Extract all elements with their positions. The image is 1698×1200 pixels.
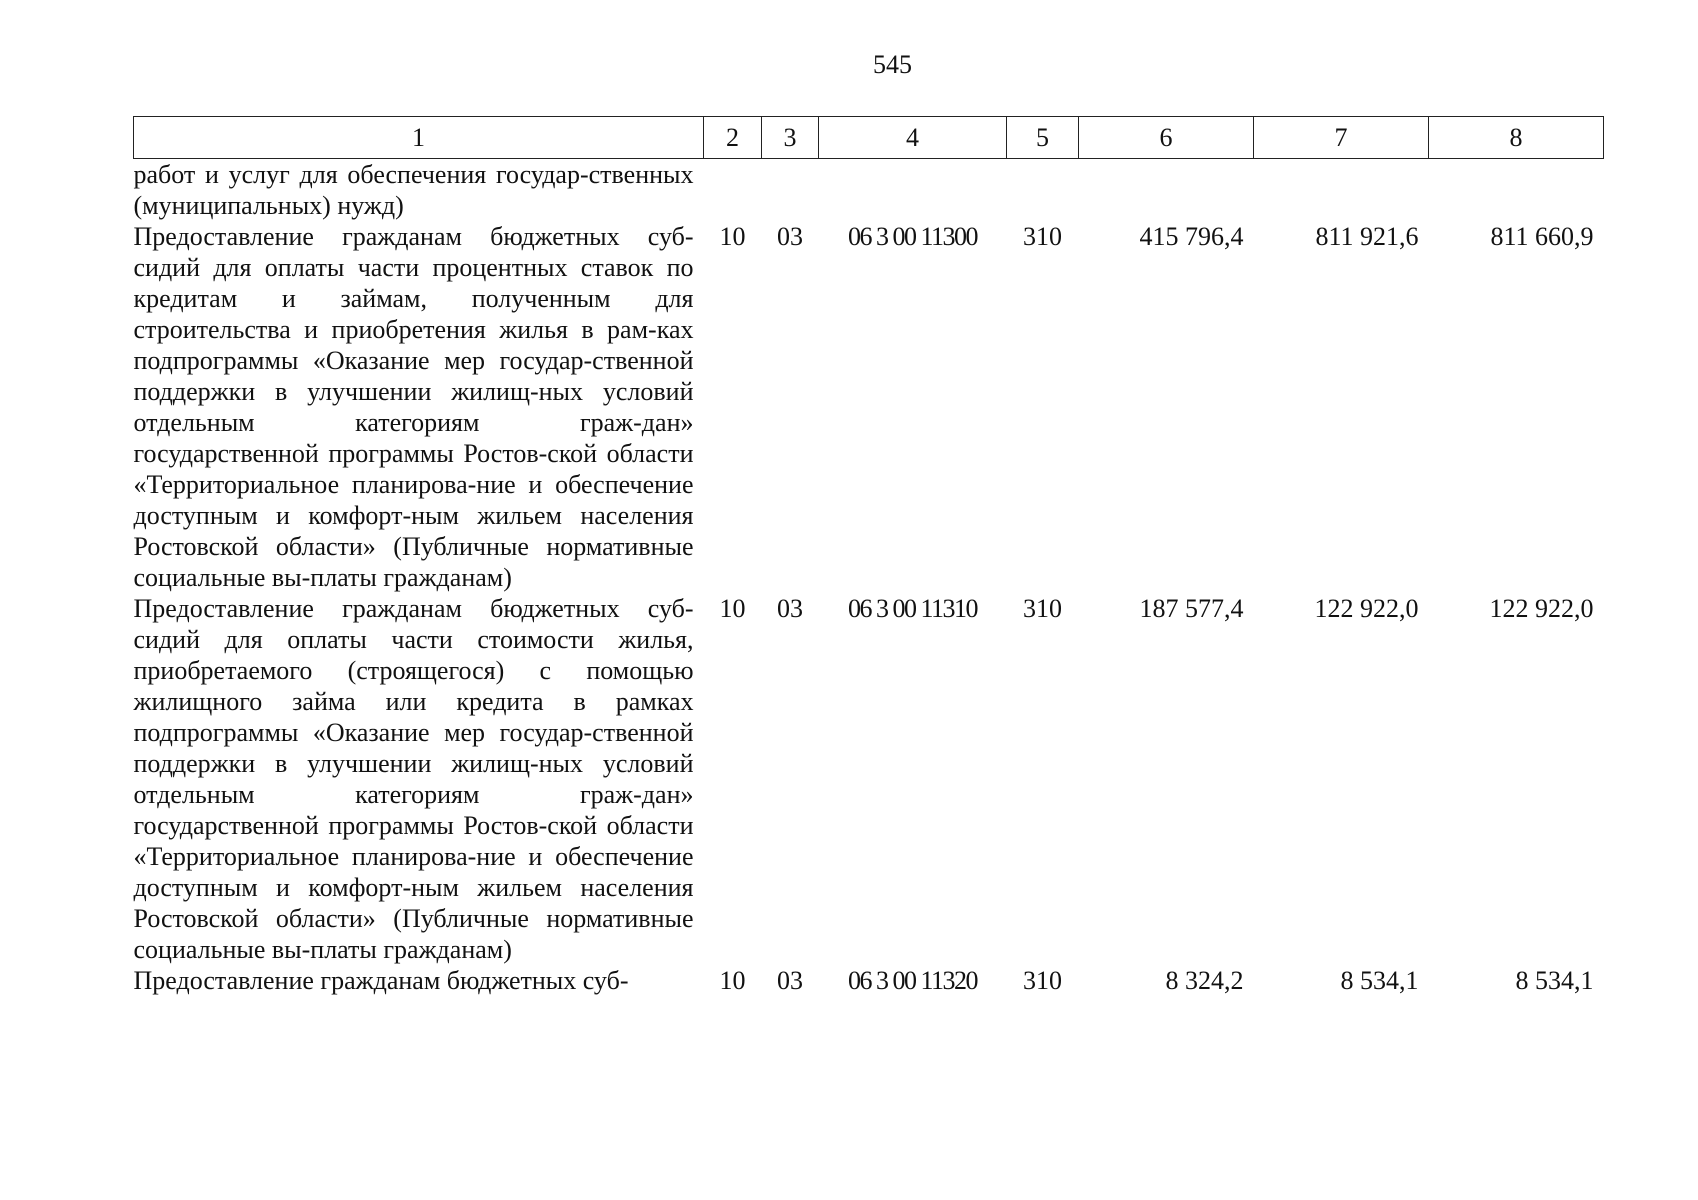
row-amount-2: 811 921,6 [1315,222,1419,251]
row-podrazdel: 03 [777,222,803,251]
row-description: Предоставление гражданам бюджетных суб-сидий для оплаты части стоимости жилья, приобретаемого (строящегося) с помощью жилищного займа или кредита в рамках подпрограммы «Оказание мер государ-ственной поддержки в улучшении жилищ-ных условий отдельным категориям граж-дан» государственной программы Ростов-ской области «Территориальное планирова-ние и обеспечение доступным и комфорт-ным жильем населения Ростовской области» (Публичные нормативные социальные вы-платы гражданам) [133,594,694,964]
row-amount-1: 8 324,2 [1165,966,1244,995]
column-header-5: 5 [1007,117,1079,159]
row-razdel [704,159,762,222]
table-row [134,221,1604,593]
row-podrazdel [762,159,819,222]
row-csr: 06 3 00 11310 [847,594,978,623]
row-podrazdel: 03 [777,966,803,995]
row-amount-1: 187 577,4 [1139,594,1244,623]
row-vr: 310 [1023,966,1062,995]
row-amount-1 [1079,159,1254,222]
column-header-6: 6 [1079,117,1254,159]
row-razdel: 10 [719,966,746,995]
row-amount-3: 811 660,9 [1490,222,1594,251]
row-csr: 06 3 00 11320 [847,966,978,995]
row-vr: 310 [1023,222,1062,251]
row-description: работ и услуг для обеспечения государ-ственных (муниципальных) нужд) [133,160,694,220]
budget-table [133,116,1604,996]
column-header-7: 7 [1254,117,1429,159]
row-amount-3: 122 922,0 [1489,594,1594,623]
column-header-8: 8 [1429,117,1604,159]
row-amount-2: 122 922,0 [1314,594,1419,623]
row-csr: 06 3 00 11300 [847,222,978,251]
row-amount-2: 8 534,1 [1340,966,1419,995]
row-amount-3: 8 534,1 [1515,966,1594,995]
column-header-2: 2 [704,117,762,159]
header-row [134,117,1604,159]
row-amount-2 [1254,159,1429,222]
row-amount-1: 415 796,4 [1139,222,1244,251]
row-vr [1007,159,1079,222]
table-header [134,117,1604,159]
row-razdel: 10 [719,594,746,623]
column-header-4: 4 [819,117,1007,159]
table-row [134,593,1604,965]
page-number: 545 [873,50,912,79]
table-row [134,965,1604,996]
row-podrazdel: 03 [777,594,803,623]
row-csr [819,159,1007,222]
row-description: Предоставление гражданам бюджетных суб-сидий для оплаты части процентных ставок по кредитам и займам, полученным для строительства и приобретения жилья в рам-ках подпрограммы «Оказание мер государ-ственной поддержки в улучшении жилищ-ных условий отдельным категориям граж-дан» государственной программы Ростов-ской области «Территориальное планирова-ние и обеспечение доступным и комфорт-ным жильем населения Ростовской области» (Публичные нормативные социальные вы-платы гражданам) [133,222,694,592]
column-header-1: 1 [134,117,704,159]
column-header-3: 3 [762,117,819,159]
table-body [134,159,1604,997]
row-amount-3 [1429,159,1604,222]
row-description: Предоставление гражданам бюджетных суб- [133,966,629,995]
row-razdel: 10 [719,222,746,251]
table-row [134,159,1604,222]
row-vr: 310 [1023,594,1062,623]
